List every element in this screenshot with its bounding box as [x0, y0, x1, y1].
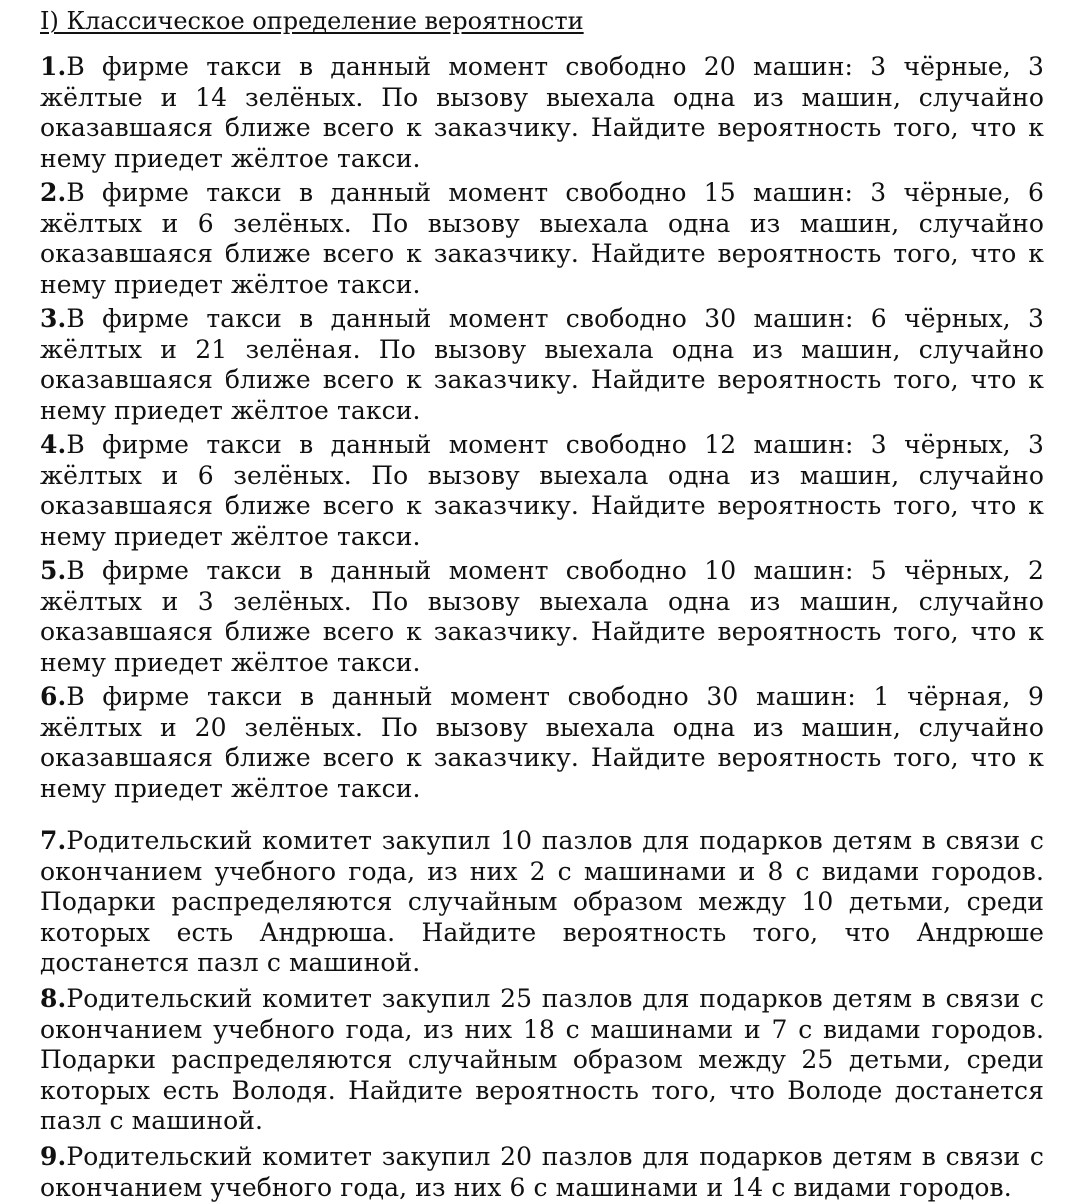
problem-text: Родительский комитет закупил 25 пазлов для подарков детям в связи с окончанием учебного года, из них 18 с машинами и 7 с видами городов. Подарки распределяются случайным образом между 25 детьми, среди которых есть Володя. Найдите вероятность того, что Володе достанется пазл с машиной.	[40, 984, 1044, 1135]
problem-text: Родительский комитет закупил 20 пазлов для подарков детям в связи с окончанием учебного года, из них 6 с машинами и 14 с видами городов.	[40, 1142, 1044, 1202]
problem-text: В фирме такси в данный момент свободно 12 машин: 3 чёрных, 3 жёлтых и 6 зелёных. По вызову выехала одна из машин, случайно оказавшаяся ближе всего к заказчику. Найдите вероятность того, что к нему приедет жёлтое такси.	[40, 430, 1044, 551]
problem-number: 3.	[40, 304, 67, 333]
problem-number: 1.	[40, 52, 67, 81]
problem-text: В фирме такси в данный момент свободно 15 машин: 3 чёрные, 6 жёлтых и 6 зелёных. По вызову выехала одна из машин, случайно оказавшаяся ближе всего к заказчику. Найдите вероятность того, что к нему приедет жёлтое такси.	[40, 178, 1044, 299]
problem-8	[40, 984, 1044, 1137]
problem-number: 8.	[40, 984, 67, 1013]
problem-1	[40, 52, 1044, 174]
problem-text: Родительский комитет закупил 10 пазлов для подарков детям в связи с окончанием учебного года, из них 2 с машинами и 8 с видами городов. Подарки распределяются случайным образом между 10 детьми, среди которых есть Андрюша. Найдите вероятность того, что Андрюше достанется пазл с машиной.	[40, 826, 1044, 977]
problem-number: 7.	[40, 826, 67, 855]
problem-text: В фирме такси в данный момент свободно 10 машин: 5 чёрных, 2 жёлтых и 3 зелёных. По вызову выехала одна из машин, случайно оказавшаяся ближе всего к заказчику. Найдите вероятность того, что к нему приедет жёлтое такси.	[40, 556, 1044, 677]
problem-text: В фирме такси в данный момент свободно 30 машин: 1 чёрная, 9 жёлтых и 20 зелёных. По вызову выехала одна из машин, случайно оказавшаяся ближе всего к заказчику. Найдите вероятность того, что к нему приедет жёлтое такси.	[40, 682, 1044, 803]
problem-6	[40, 682, 1044, 804]
problem-number: 6.	[40, 682, 67, 711]
problem-text: В фирме такси в данный момент свободно 30 машин: 6 чёрных, 3 жёлтых и 21 зелёная. По вызову выехала одна из машин, случайно оказавшаяся ближе всего к заказчику. Найдите вероятность того, что к нему приедет жёлтое такси.	[40, 304, 1044, 425]
problem-7	[40, 826, 1044, 979]
problem-4	[40, 430, 1044, 552]
problem-number: 2.	[40, 178, 67, 207]
problem-9	[40, 1142, 1044, 1203]
problem-3	[40, 304, 1044, 426]
problem-number: 9.	[40, 1142, 67, 1171]
problem-text: В фирме такси в данный момент свободно 20 машин: 3 чёрные, 3 жёлтые и 14 зелёных. По вызову выехала одна из машин, случайно оказавшаяся ближе всего к заказчику. Найдите вероятность того, что к нему приедет жёлтое такси.	[40, 52, 1044, 173]
problem-number: 4.	[40, 430, 67, 459]
problem-number: 5.	[40, 556, 67, 585]
problem-5	[40, 556, 1044, 678]
problem-2	[40, 178, 1044, 300]
section-title: I) Классическое определение вероятности	[40, 7, 584, 35]
